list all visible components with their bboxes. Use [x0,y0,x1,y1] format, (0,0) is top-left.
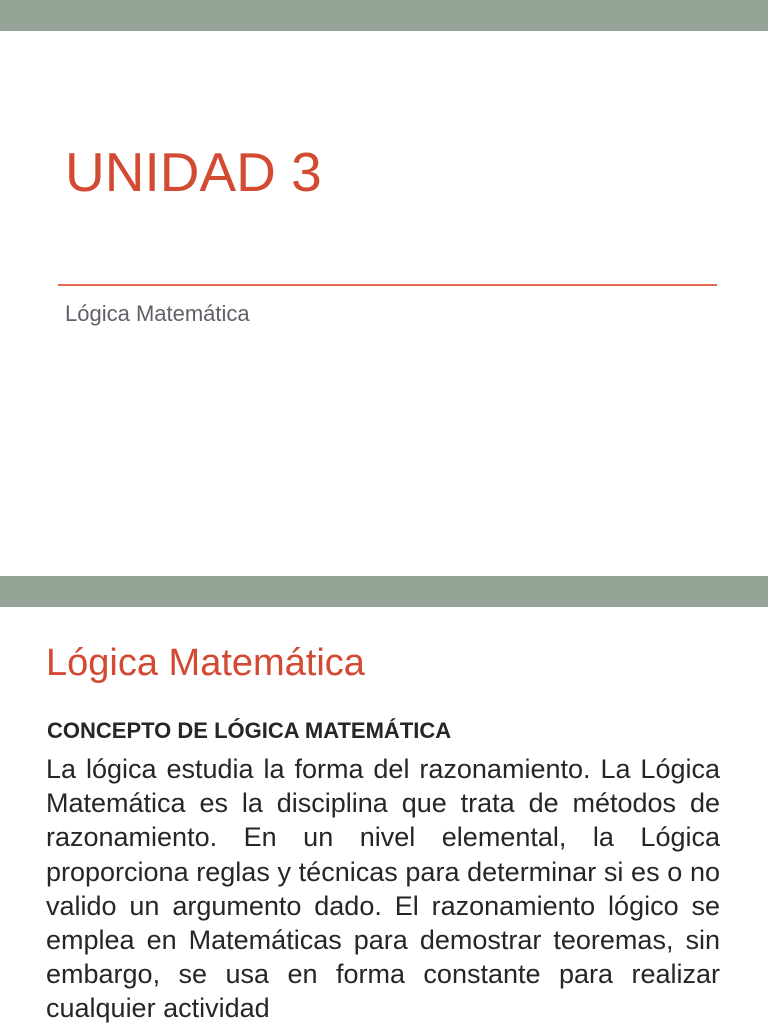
title-divider [58,284,717,286]
concept-heading: CONCEPTO DE LÓGICA MATEMÁTICA [47,718,452,743]
body-paragraph: La lógica estudia la forma del razonamiento. La Lógica Matemática es la disciplina que trata de métodos de razonamiento. En un nivel elemental, la Lógica proporciona reglas y técnicas para determinar si es o no valido un argumento dado. El razonamiento lógico se emplea en Matemáticas para demostrar teoremas, sin embargo, se usa en forma constante para realizar cualquier actividad [46,754,720,1024]
slide-title: UNIDAD 3 [65,141,322,203]
slide-top-band [0,0,768,31]
slide-subtitle: Lógica Matemática [65,301,250,326]
content-slide [0,576,768,1024]
slide-top-band [0,576,768,607]
slide-heading: Lógica Matemática [46,642,365,684]
